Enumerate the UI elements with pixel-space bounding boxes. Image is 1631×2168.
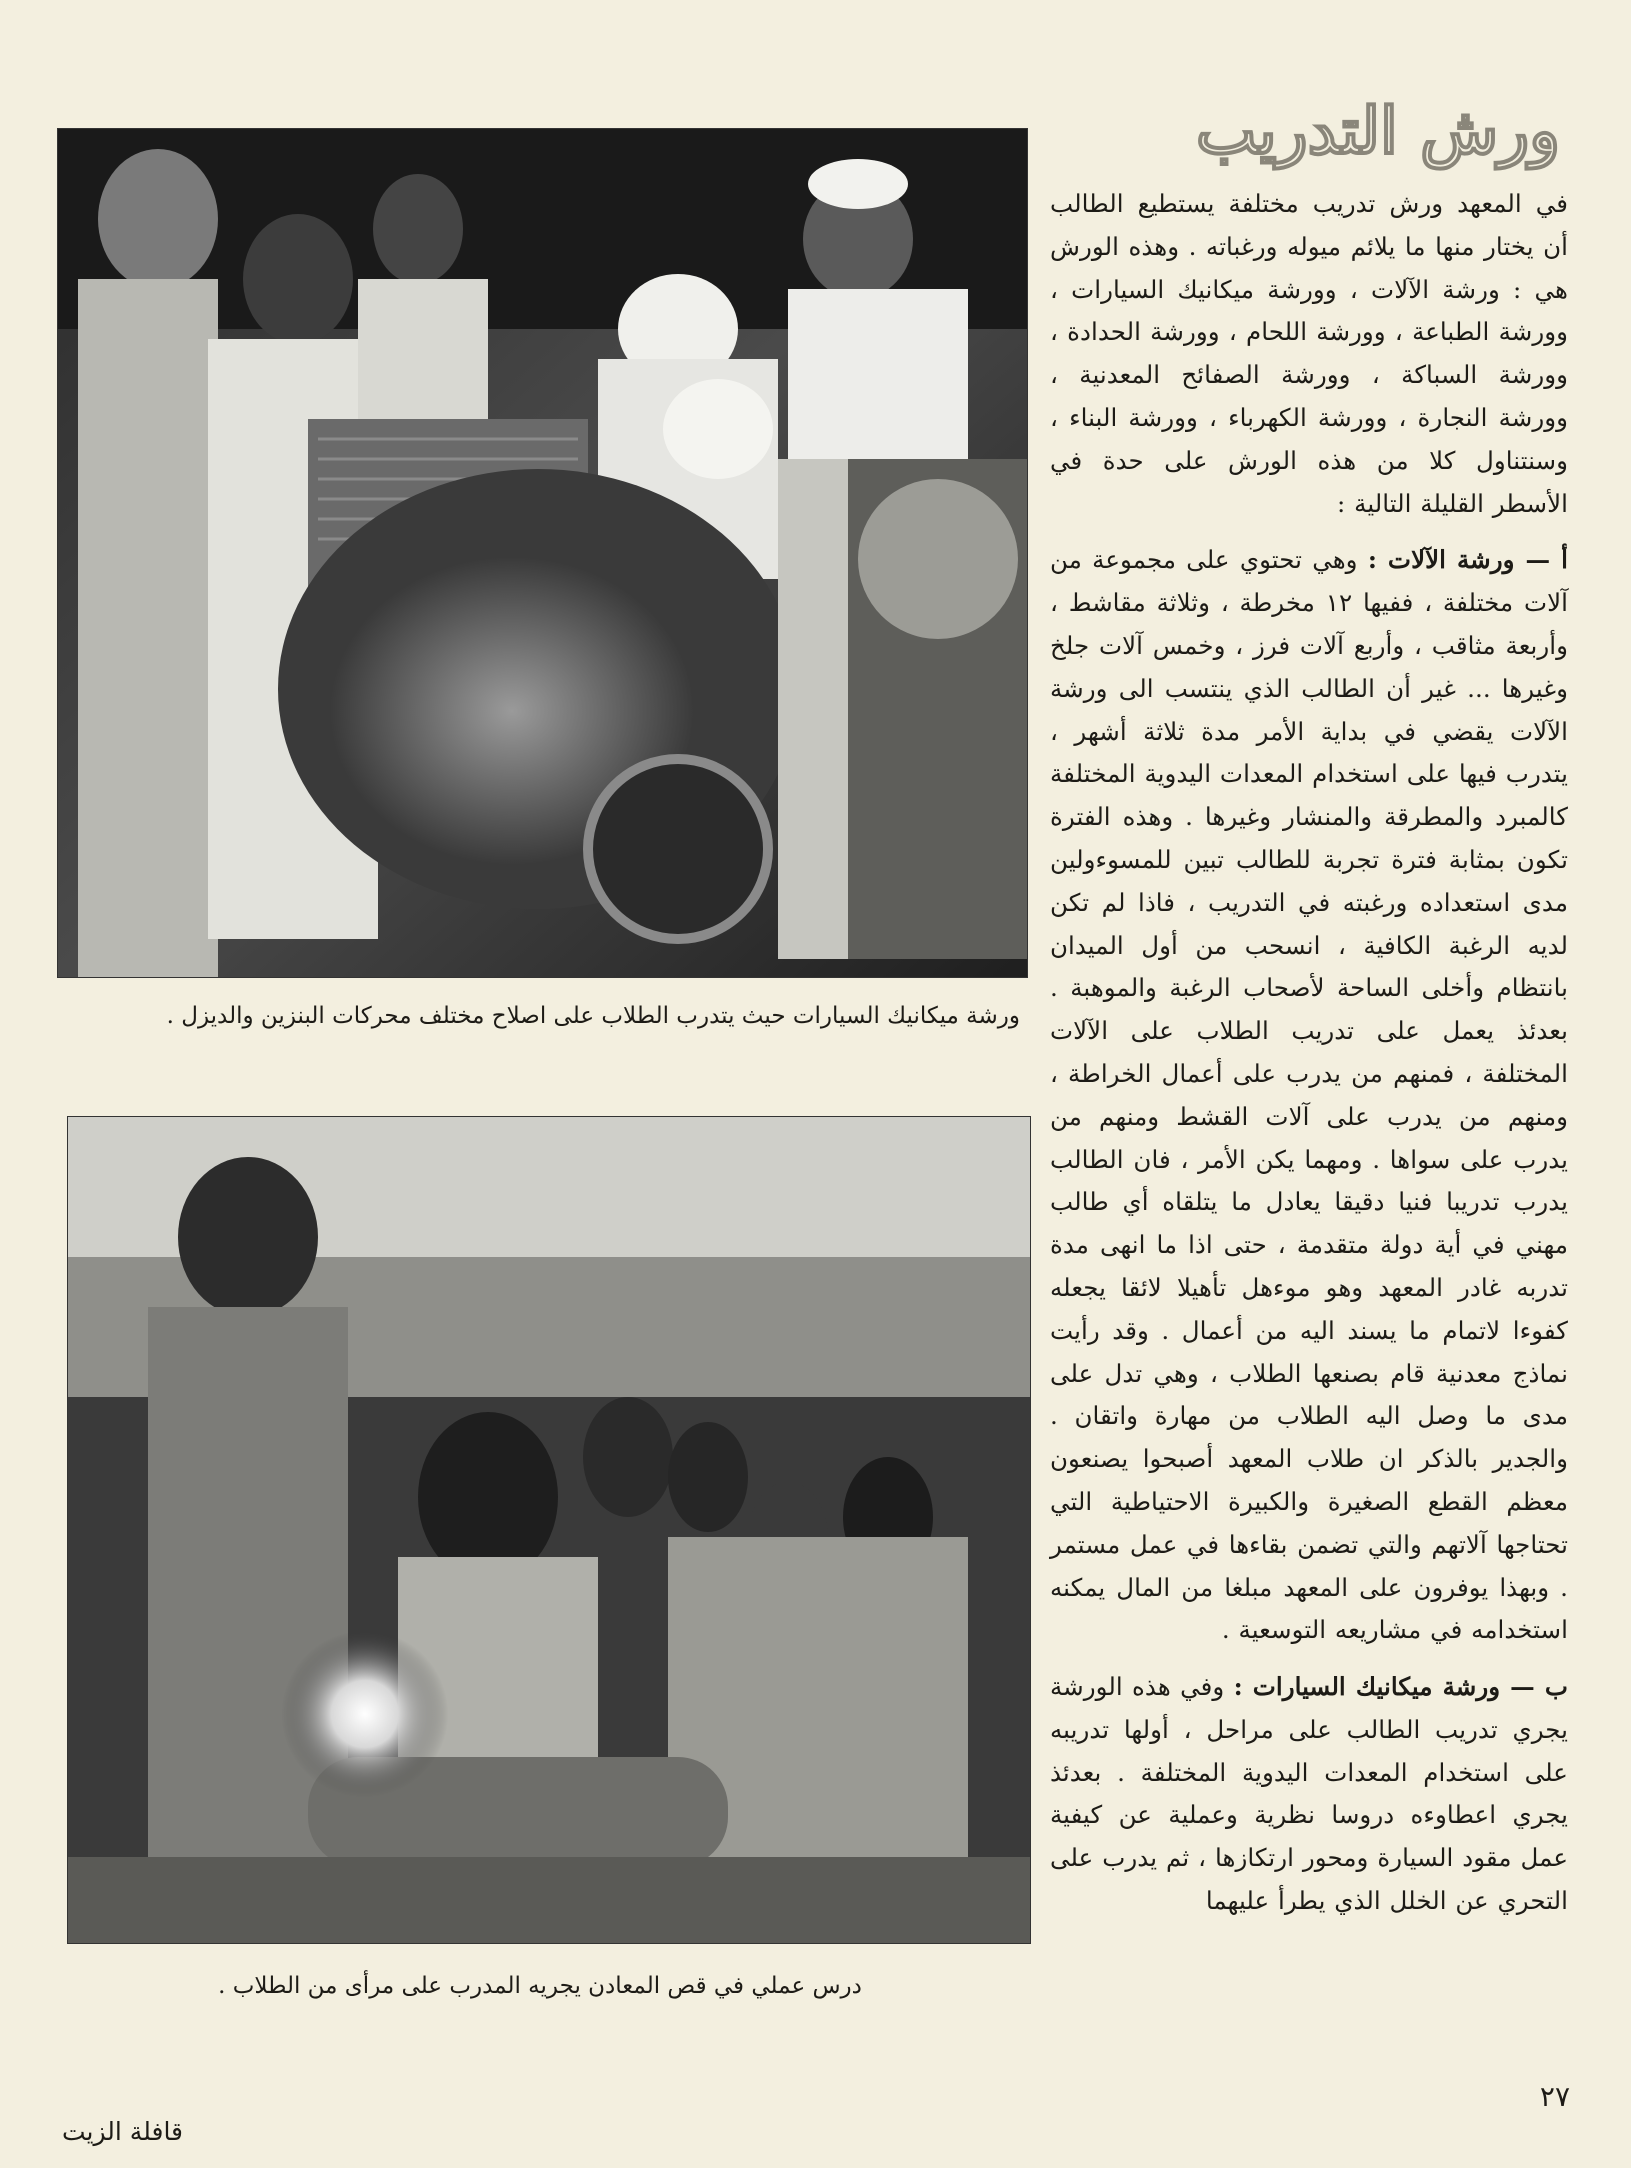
- article-title: ورش التدريب: [1196, 94, 1560, 169]
- paragraph-text: وهي تحتوي على مجموعة من آلات مختلفة ، ففيها ١٢ مخرطة ، وثلاثة مقاشط ، وأربعة مثاقب ، وأربع آلات فرز ، وخمس آلات جلخ وغيرها ... غير أن الطالب الذي ينتسب الى ورشة الآلات يقضي في بداية الأمر مدة ثلاثة أشهر ، يتدرب فيها على استخدام المعدات اليدوية المختلفة كالمبرد والمطرقة والمنشار وغيرها . وهذه الفترة تكون بمثابة فترة تجربة للطالب تبين للمسوءولين مدى استعداده ورغبته في التدريب ، فاذا لم تكن لديه الرغبة الكافية ، انسحب من أول الميدان بانتظام وأخلى الساحة لأصحاب الرغبة والموهبة . بعدئذ يعمل على تدريب الطلاب على الآلات المختلفة ، فمنهم من يدرب على أعمال الخراطة ، ومنهم من يدرب على آلات القشط ومنهم من يدرب على سواها . ومهما يكن الأمر ، فان الطالب يدرب تدريبا فنيا دقيقا يعادل ما يتلقاه أي طالب مهني في أية دولة متقدمة ، حتى اذا ما انهى مدة تدربه غادر المعهد وهو موءهل تأهيلا لائقا يجعله كفوءا لاتمام ما يسند اليه من أعمال . وقد رأيت نماذج معدنية قام بصنعها الطلاب ، وهي تدل على مدى ما وصل اليه الطلاب من مهارة واتقان . والجدير بالذكر ان طلاب المعهد أصبحوا يصنعون معظم القطع الصغيرة والكبيرة الاحتياطية التي تحتاجها آلاتهم والتي تضمن بقاءها في عمل مستمر . وبهذا يوفرون على المعهد مبلغا من المال يمكنه استخدامه في مشاريعه التوسعية .: [1050, 545, 1568, 1645]
- paragraph-text: وفي هذه الورشة يجري تدريب الطالب على مراحل ، أولها تدريبه على استخدام المعدات اليدوية المختلفة . بعدئذ يجري اعطاوءه دروسا نظرية وعملية عن كيفية عمل مقود السيارة ومحور ارتكازها ، ثم يدرب على التحري عن الخلل الذي يطرأ عليهما: [1050, 1672, 1568, 1916]
- paragraph-machine-shop: [1050, 539, 1568, 1652]
- photo-caption-bottom: درس عملي في قص المعادن يجريه المدرب على مرأى من الطلاب .: [218, 1973, 862, 1999]
- paragraph-auto-mechanics: [1050, 1666, 1568, 1923]
- paragraph-text: في المعهد ورش تدريب مختلفة يستطيع الطالب أن يختار منها ما يلائم ميوله ورغباته . وهذه الورش هي : ورشة الآلات ، وورشة ميكانيك السيارات ، وورشة الطباعة ، وورشة اللحام ، وورشة الحدادة ، وورشة السباكة ، وورشة الصفائح المعدنية ، وورشة النجارة ، وورشة الكهرباء ، وورشة البناء ، وسنتناول كلا من هذه الورش على حدة في الأسطر القليلة التالية :: [1050, 189, 1568, 518]
- publication-name: قافلة الزيت: [62, 2117, 184, 2146]
- photo-engine-workshop: [57, 128, 1028, 978]
- page-number: ٢٧: [1539, 2080, 1570, 2113]
- photo-caption-top: ورشة ميكانيك السيارات حيث يتدرب الطلاب على اصلاح مختلف محركات البنزين والديزل .: [166, 1003, 1020, 1029]
- photo-welding-class: [67, 1116, 1031, 1944]
- article-body: [1050, 183, 1568, 1937]
- section-heading: أ — ورشة الآلات :: [1367, 545, 1568, 575]
- section-heading: ب — ورشة ميكانيك السيارات :: [1233, 1672, 1568, 1702]
- paragraph-intro: [1050, 183, 1568, 525]
